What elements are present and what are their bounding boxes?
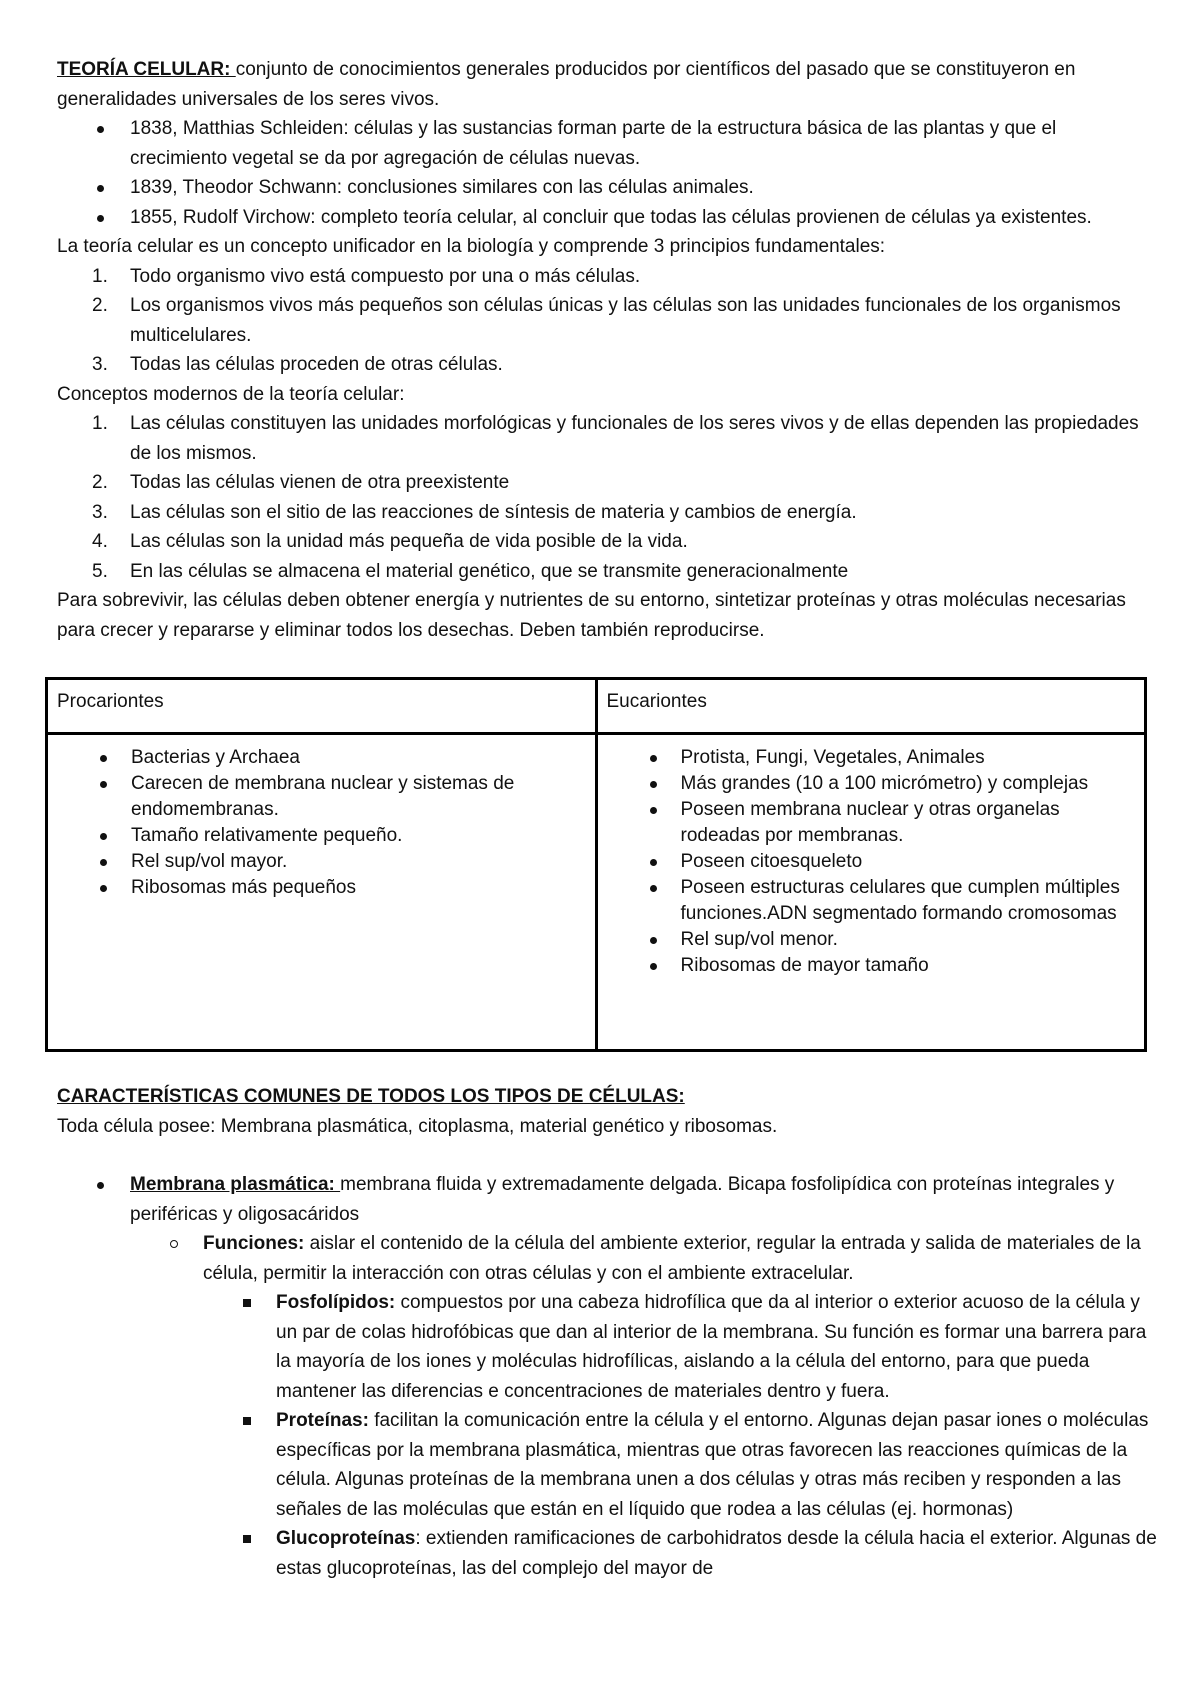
list-item: Bacterias y Archaea xyxy=(56,745,587,771)
intro-text: conjunto de conocimientos generales producidos por científicos del pasado que se constituyeron en generalidades universales de los seres vivos. xyxy=(57,59,1076,110)
list-item: 2. Los organismos vivos más pequeños son células únicas y las células son las unidades funcionales de los organismos multicelulares. xyxy=(92,295,1121,346)
membrana-label: Membrana plasmática: xyxy=(130,1174,341,1195)
list-item: Carecen de membrana nuclear y sistemas de endomembranas. xyxy=(56,771,587,823)
list-item: Más grandes (10 a 100 micrómetro) y complejas xyxy=(606,771,1137,797)
table-header-row xyxy=(47,679,1146,734)
list-item: Protista, Fungi, Vegetales, Animales xyxy=(606,745,1137,771)
document-page xyxy=(57,55,1157,1583)
list-item: 3. Las células son el sitio de las reacciones de síntesis de materia y cambios de energía. xyxy=(92,501,857,523)
list-item: Poseen membrana nuclear y otras organelas rodeadas por membranas. xyxy=(606,797,1137,849)
list-item: 1838, Matthias Schleiden: células y las sustancias forman parte de la estructura básica de las plantas y que el crecimiento vegetal se da por agregación de células nuevas. xyxy=(57,114,1157,173)
principles-lead: La teoría celular es un concepto unificador en la biología y comprende 3 principios fundamentales: xyxy=(57,236,886,257)
list-item: 4. Las células son la unidad más pequeña de vida posible de la vida. xyxy=(92,531,688,552)
funciones-list xyxy=(130,1229,1157,1583)
list-item: Rel sup/vol mayor. xyxy=(56,849,587,875)
table-row xyxy=(47,734,1146,1051)
modern-lead: Conceptos modernos de la teoría celular: xyxy=(57,383,405,405)
list-item: 1839, Theodor Schwann: conclusiones similares con las células animales. xyxy=(57,173,1157,203)
membrana-text: membrana fluida y extremadamente delgada. Bicapa fosfolipídica con proteínas integrales y periféricas y oligosacáridos xyxy=(130,1174,1115,1225)
common-section xyxy=(57,1082,1157,1583)
list-item: Glucoproteínas: extienden ramificaciones de carbohidratos desde la célula hacia el exterior. Algunas de estas glucoproteínas, las del complejo del mayor de xyxy=(203,1524,1157,1583)
list-item: Fosfolípidos: compuestos por una cabeza hidrofílica que da al interior o exterior acuoso de la célula y un par de colas hidrofóbicas que dan al interior de la membrana. Su función es formar una barrera para la mayoría de los iones y moléculas hidrofílicas, aislando a la célula del entorno, para que pueda mantener las diferencias e concentraciones de materiales dentro y fuera. xyxy=(203,1288,1157,1406)
table-cell-procariontes xyxy=(47,734,597,1051)
list-item: Proteínas: facilitan la comunicación entre la célula y el entorno. Algunas dejan pasar iones o moléculas específicas por la membrana plasmática, mientras que otras favorecen las reacciones químicas de la célula. Algunas proteínas de la membrana unen a dos células y otras más reciben y responden a las señales de las moléculas que están en el líquido que rodea a las células (ej. hormonas) xyxy=(203,1406,1157,1524)
list-item: Poseen citoesqueleto xyxy=(606,849,1137,875)
list-item: Ribosomas de mayor tamaño xyxy=(606,953,1137,979)
list-item: 3. Todas las células proceden de otras células. xyxy=(92,354,503,375)
intro-paragraph xyxy=(57,55,1157,114)
list-item: 1. Las células constituyen las unidades morfológicas y funcionales de los seres vivos y de ellas dependen las propiedades de los mismos. xyxy=(92,413,1139,464)
list-item: 2. Todas las células vienen de otra preexistente xyxy=(92,472,510,493)
list-item: Funciones: aislar el contenido de la célula del ambiente exterior, regular la entrada y salida de materiales de la célula, permitir la interacción con otras células y con el ambiente extracelular. Fosfolípidos: compuestos por una cabeza hidrofílica que da al interior o exterior acuoso de la célula y un par de colas hidrofóbicas que dan al interior de la membrana. Su función es formar una barrera para la mayoría de los iones y moléculas hidrofílicas, aislando a la célula del entorno, para que pueda mantener las diferencias e concentraciones de materiales dentro y fuera. Proteínas: facilitan la comunicación entre la célula y el entorno. Algunas dejan pasar iones o moléculas específicas por la membrana plasmática, mientras que otras favorecen las reacciones químicas de la célula. Algunas proteínas de la membrana unen a dos células y otras más reciben y responden a las señales de las moléculas que están en el líquido que rodea a las células (ej. hormonas) Glucoproteínas: extienden ramificaciones de carbohidratos desde la célula hacia el exterior. Algunas de estas glucoproteínas, las del complejo del mayor de xyxy=(130,1229,1157,1583)
common-text: Toda célula posee: Membrana plasmática, citoplasma, material genético y ribosomas. xyxy=(57,1115,778,1137)
list-item: Ribosomas más pequeños xyxy=(56,875,587,901)
modern-list xyxy=(57,409,1157,586)
list-item xyxy=(57,1170,1157,1583)
components-list xyxy=(203,1288,1157,1583)
intro-title: TEORÍA CELULAR: xyxy=(57,59,236,80)
principles-list xyxy=(57,262,1157,380)
table-header-eucariontes: Eucariontes xyxy=(596,679,1146,734)
list-item: 1. Todo organismo vivo está compuesto por una o más células. xyxy=(92,265,641,287)
list-item: 5. En las células se almacena el material genético, que se transmite generacionalmente xyxy=(92,560,849,582)
list-item: 1855, Rudolf Virchow: completo teoría celular, al concluir que todas las células provienen de células ya existentes. xyxy=(57,203,1157,233)
table-header-procariontes: Procariontes xyxy=(47,679,597,734)
modern-closing: Para sobrevivir, las células deben obtener energía y nutrientes de su entorno, sintetizar proteínas y otras moléculas necesarias para crecer y repararse y eliminar todos los desechas. Deben también reproducirse. xyxy=(57,590,1126,641)
membrana-list xyxy=(57,1170,1157,1583)
list-item: Rel sup/vol menor. xyxy=(606,927,1137,953)
table-cell-eucariontes xyxy=(596,734,1146,1051)
list-item: Poseen estructuras celulares que cumplen múltiples funciones.ADN segmentado formando cromosomas xyxy=(606,875,1137,927)
list-item: Tamaño relativamente pequeño. xyxy=(56,823,587,849)
common-title: CARACTERÍSTICAS COMUNES DE TODOS LOS TIPOS DE CÉLULAS: xyxy=(57,1086,685,1107)
comparison-table xyxy=(45,677,1147,1052)
history-list xyxy=(57,114,1157,232)
